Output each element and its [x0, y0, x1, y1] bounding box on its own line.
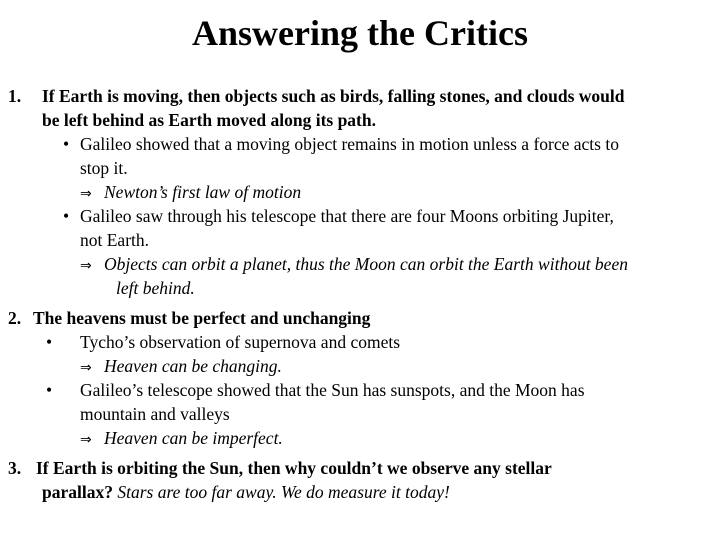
point-2-bullet-2-marker: •	[46, 380, 53, 400]
implies-arrow-icon: ⇒	[80, 186, 92, 202]
point-2-bullet-2-text-line-2: mountain and valleys	[80, 404, 230, 424]
point-1-bullet-2-text-line-2: not Earth.	[80, 230, 150, 250]
point-2-bullet-1-marker: •	[46, 332, 53, 352]
implies-arrow-icon: ⇒	[80, 258, 92, 274]
point-1-bullet-2-conclusion-line-2: left behind.	[116, 278, 195, 298]
implies-arrow-icon: ⇒	[80, 432, 92, 448]
slide-title: Answering the Critics	[192, 13, 528, 53]
point-2-heading-line-1: The heavens must be perfect and unchanging	[33, 308, 371, 328]
implies-arrow-icon: ⇒	[80, 360, 92, 376]
point-1-bullet-2-conclusion-line-1: Objects can orbit a planet, thus the Moon can orbit the Earth without been	[104, 254, 628, 274]
point-3-heading-line-1: If Earth is orbiting the Sun, then why couldn’t we observe any stellar	[36, 458, 552, 478]
point-1-heading-line-2: be left behind as Earth moved along its path.	[42, 110, 376, 130]
point-1-bullet-1-text-line-1: Galileo showed that a moving object remains in motion unless a force acts to	[80, 134, 619, 154]
point-1-heading-line-1: If Earth is moving, then objects such as birds, falling stones, and clouds would	[42, 86, 625, 106]
point-2-bullet-1-text-line-1: Tycho’s observation of supernova and comets	[80, 332, 401, 352]
point-2-bullet-2-text-line-1: Galileo’s telescope showed that the Sun has sunspots, and the Moon has	[80, 380, 585, 400]
point-3-answer: Stars are too far away. We do measure it today!	[117, 482, 450, 502]
point-1-bullet-1-marker: •	[63, 134, 70, 154]
point-3-number: 3.	[8, 458, 22, 478]
point-1-bullet-1-conclusion-line-1: Newton’s first law of motion	[104, 182, 302, 202]
point-1-bullet-1-text-line-2: stop it.	[80, 158, 128, 178]
point-2-bullet-2-conclusion	[80, 426, 283, 452]
point-2-bullet-2-conclusion-line-1: Heaven can be imperfect.	[104, 428, 283, 448]
point-2-number: 2.	[8, 308, 22, 328]
point-1-bullet-2-marker: •	[63, 206, 70, 226]
point-3-heading-line-2-with-answer	[42, 480, 450, 504]
point-2-bullet-1-conclusion-line-1: Heaven can be changing.	[104, 356, 282, 376]
point-2-bullet-1-conclusion	[80, 354, 282, 380]
point-3-heading-line-2: parallax?	[42, 482, 113, 502]
point-1-bullet-1-conclusion	[80, 180, 301, 206]
point-1-number: 1.	[8, 86, 22, 106]
point-1-bullet-2-text-line-1: Galileo saw through his telescope that there are four Moons orbiting Jupiter,	[80, 206, 614, 226]
point-1-bullet-2-conclusion	[80, 252, 628, 278]
